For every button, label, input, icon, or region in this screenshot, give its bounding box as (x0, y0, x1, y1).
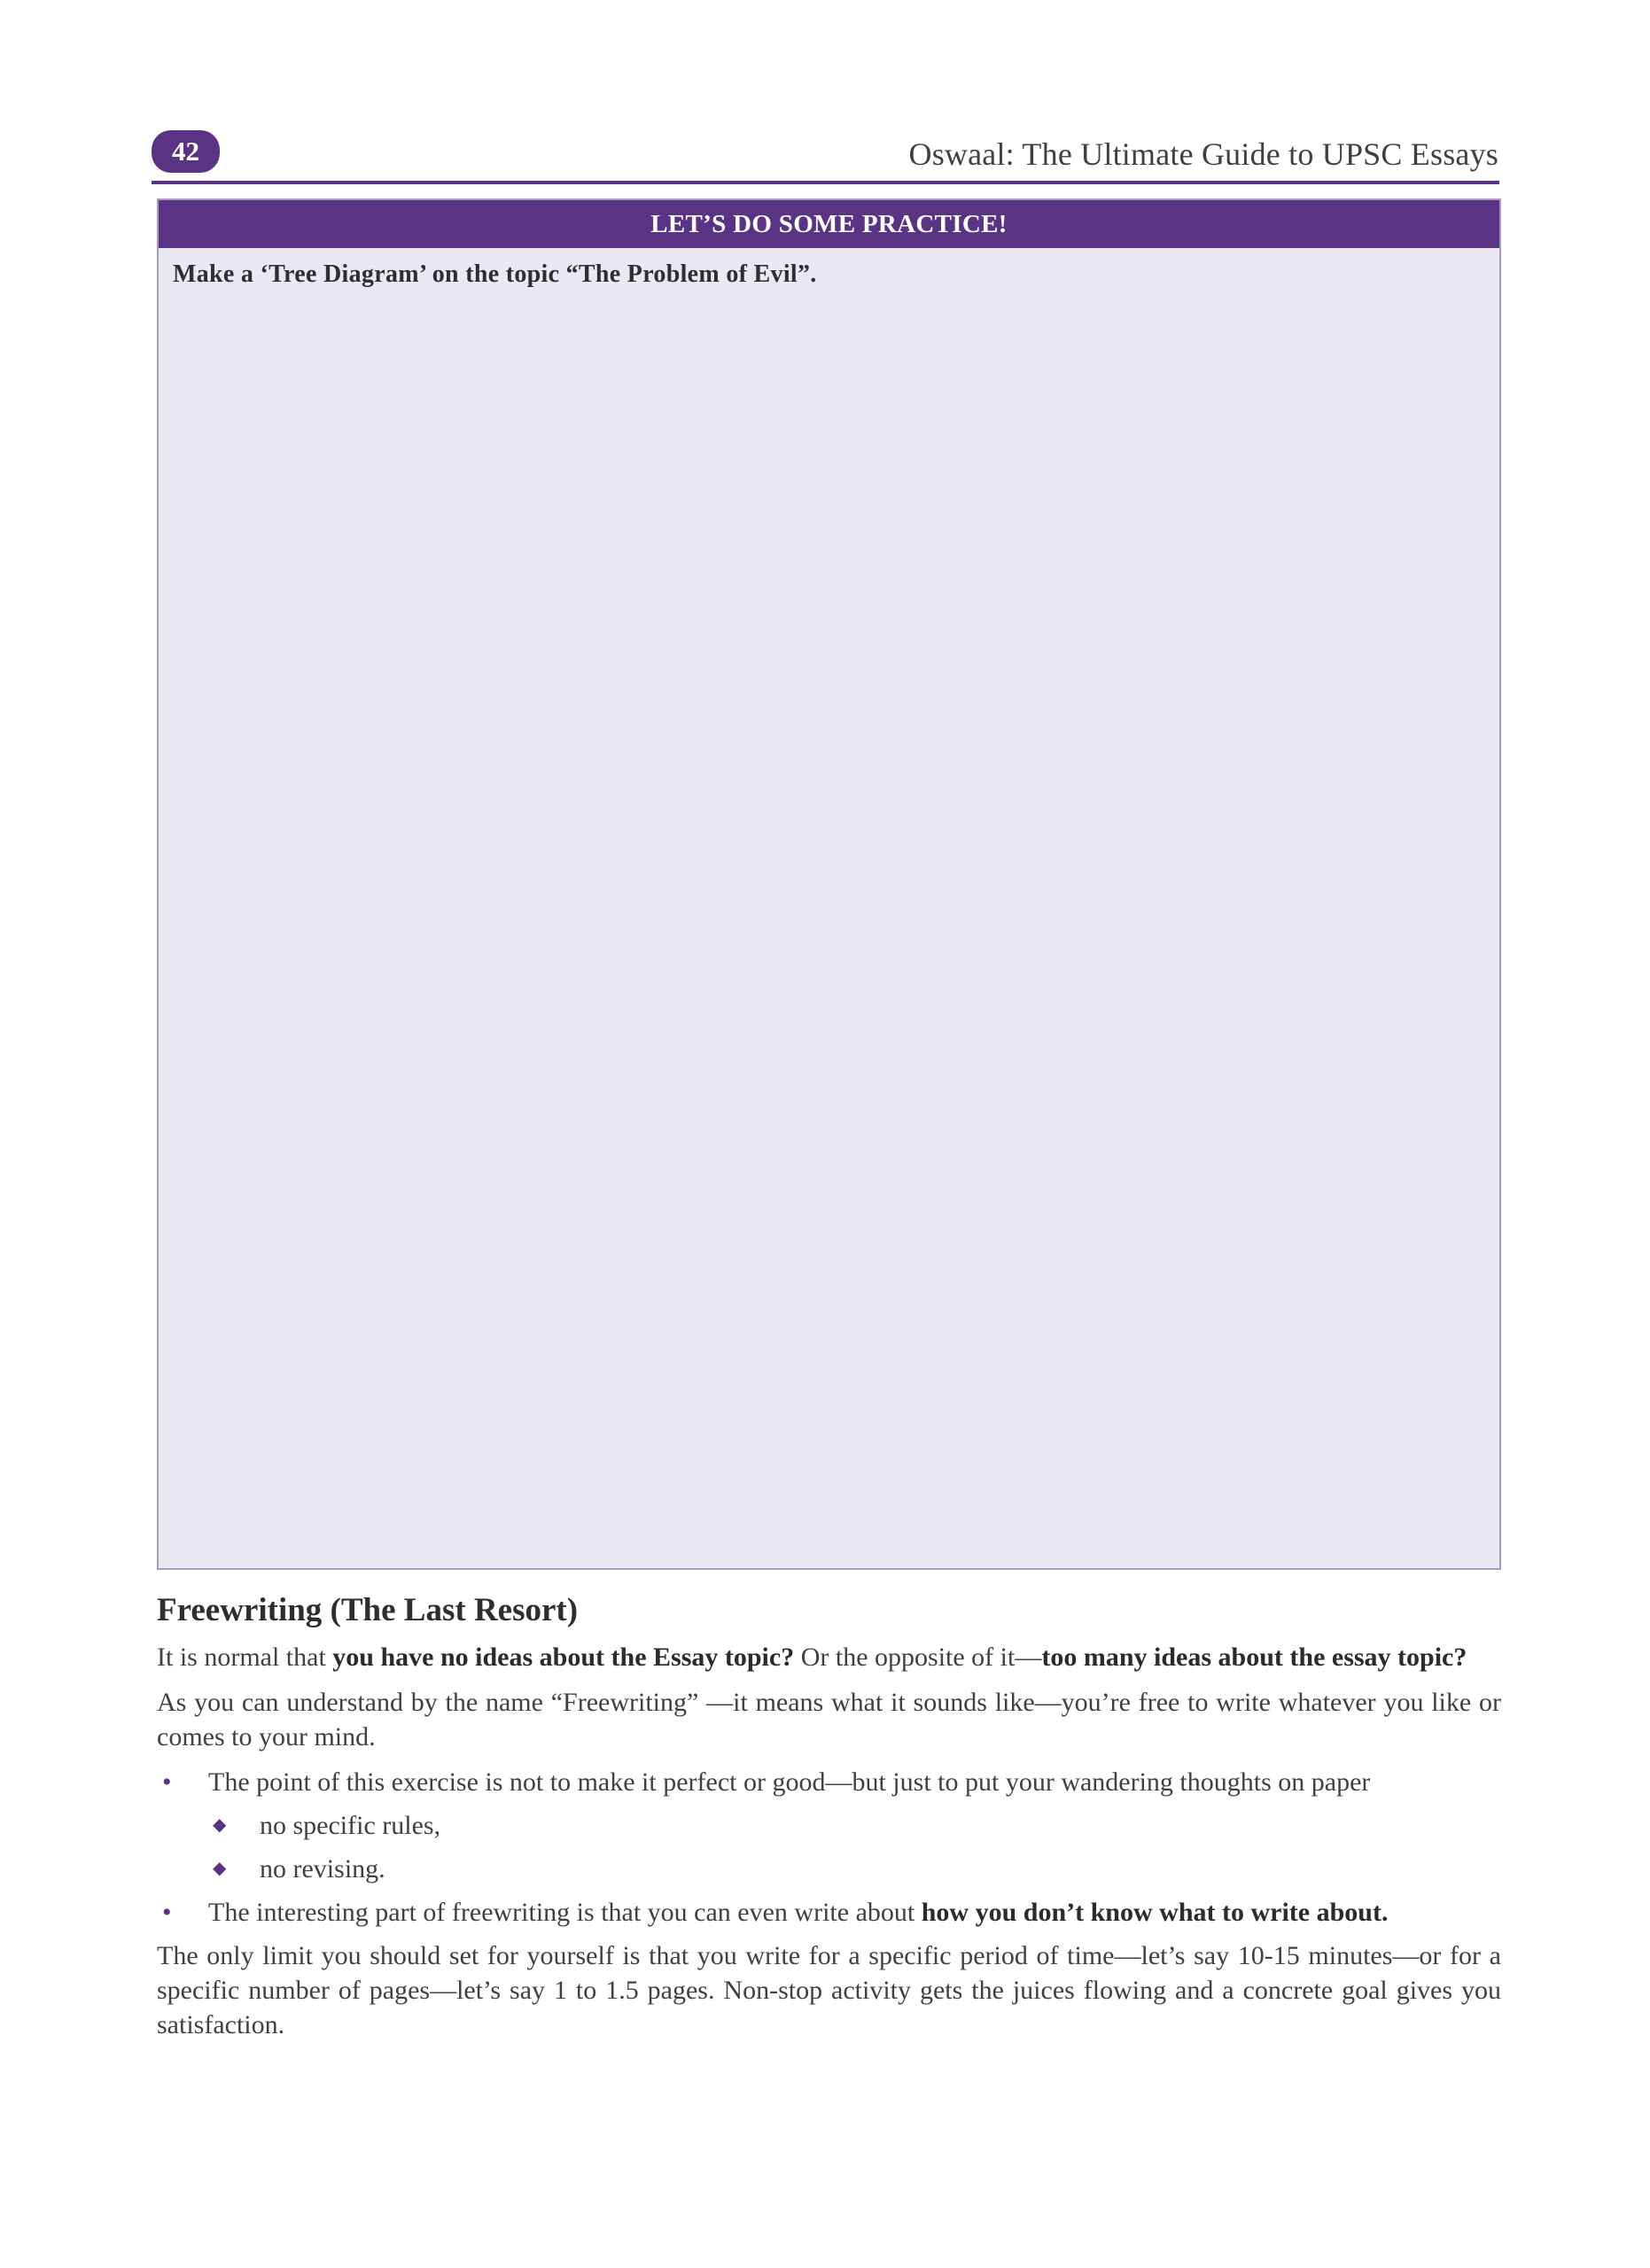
sub-bullet-text: no specific rules, (260, 1811, 441, 1840)
sub-bullet-text: no revising. (260, 1854, 385, 1884)
section-heading: Freewriting (The Last Resort) (157, 1592, 579, 1628)
intro-text-1: It is normal that (157, 1643, 333, 1672)
bullet-text (208, 1898, 1388, 1927)
diamond-bullet-icon: ◆ (213, 1859, 227, 1878)
bullet-text-part: The interesting part of freewriting is that you can even write about (208, 1898, 922, 1927)
intro-text-2: Or the opposite of it— (794, 1643, 1042, 1672)
intro-paragraph (157, 1640, 1501, 1674)
bullet-dot-icon: • (162, 1767, 172, 1797)
running-title: Oswaal: The Ultimate Guide to UPSC Essays (908, 136, 1498, 172)
intro-bold-2: too many ideas about the essay topic? (1041, 1643, 1467, 1672)
sub-list-item (157, 1808, 1501, 1843)
diamond-bullet-icon: ◆ (213, 1815, 227, 1835)
header-rule (152, 181, 1499, 184)
bullet-dot-icon: • (162, 1898, 172, 1927)
practice-prompt: Make a ‘Tree Diagram’ on the topic “The Problem of Evil”. (173, 260, 817, 288)
page-number: 42 (152, 130, 220, 173)
definition-paragraph: As you can understand by the name “Freewriting” —it means what it sounds like—you’re free to write whatever you like or comes to your mind. (157, 1688, 1501, 1751)
closing-paragraph: The only limit you should set for yourself is that you write for a specific period of time—let’s say 10-15 minutes—or for a specific number of pages—let’s say 1 to 1.5 pages. Non-stop activity gets the juices flowing and a concrete goal gives you satisfaction. (157, 1941, 1501, 2039)
bullet-bold-part: how you don’t know what to write about. (921, 1898, 1389, 1927)
practice-heading: LET’S DO SOME PRACTICE! (159, 200, 1499, 248)
list-item (157, 1895, 1501, 1930)
practice-box (157, 198, 1501, 1570)
sub-list-item (157, 1852, 1501, 1886)
list-item (157, 1765, 1501, 1799)
main-content (157, 1590, 1501, 2053)
intro-bold-1: you have no ideas about the Essay topic? (332, 1643, 795, 1672)
bullet-text: The point of this exercise is not to make it perfect or good—but just to put your wandering thoughts on paper (208, 1767, 1371, 1797)
